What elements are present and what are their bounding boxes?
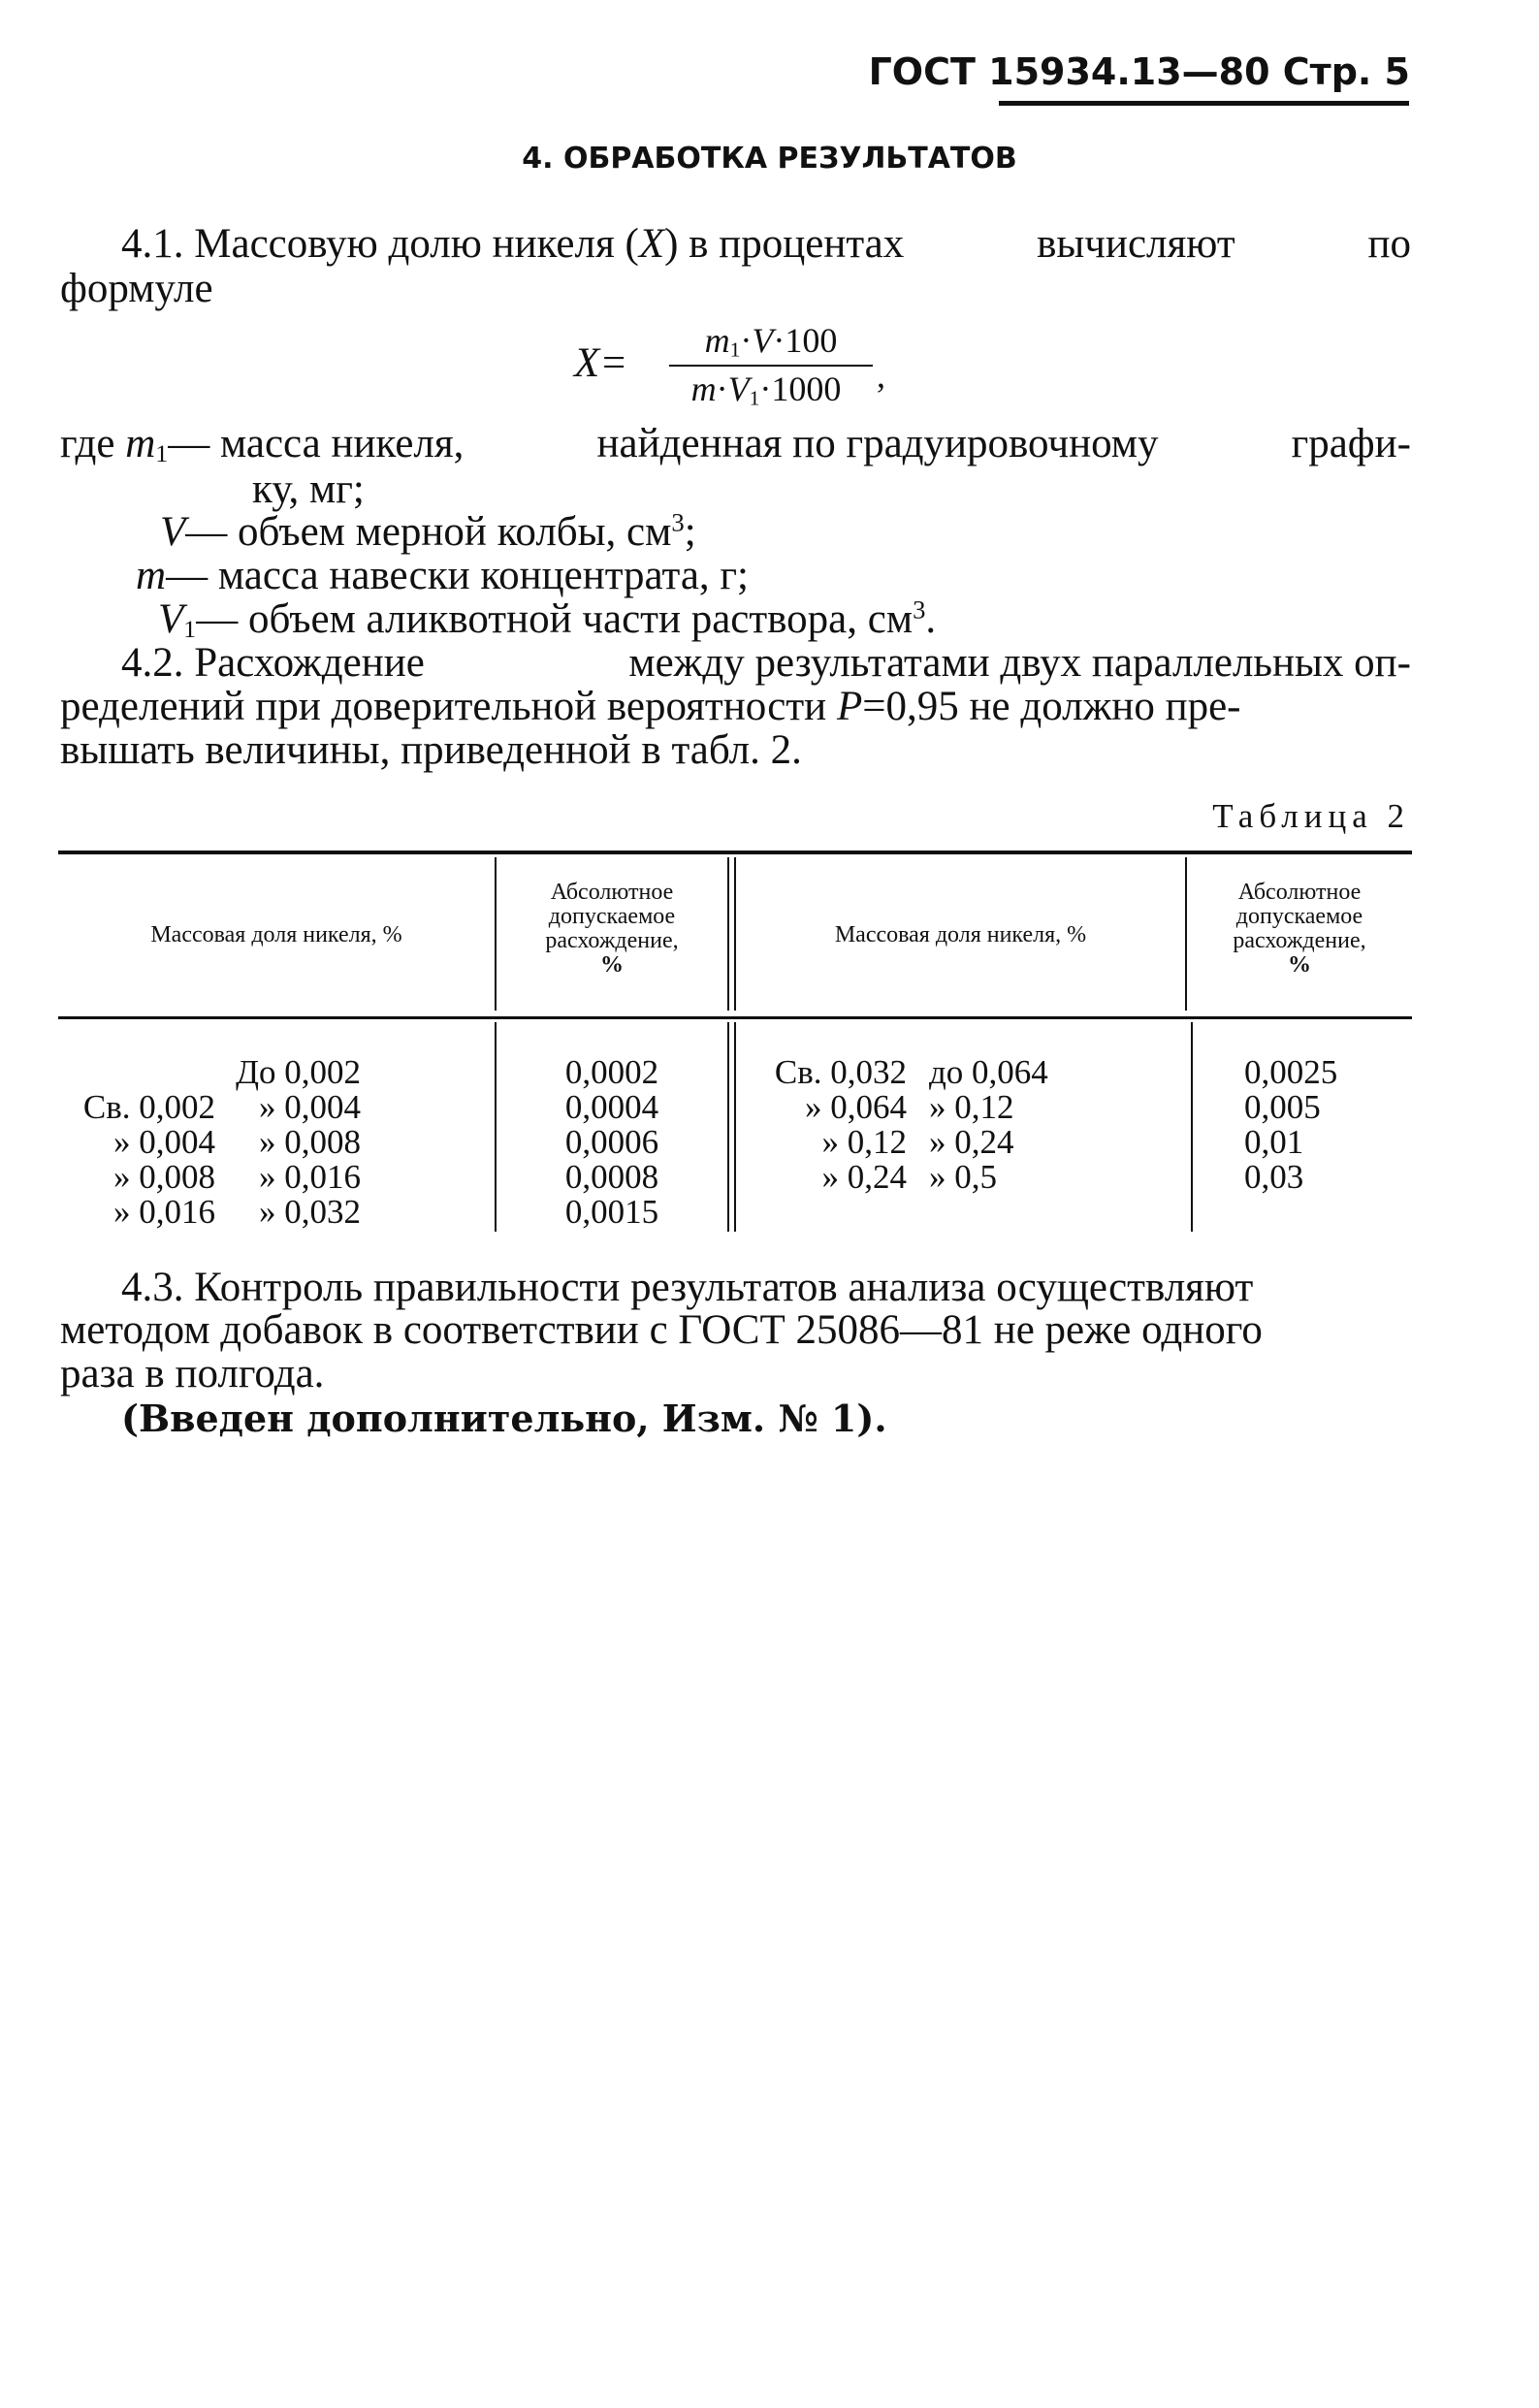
- where-v1-end: .: [925, 596, 937, 642]
- left-value-row5: 0,0015: [564, 1193, 659, 1231]
- num-dot: ·: [740, 321, 753, 360]
- p41-var-x: X: [638, 221, 665, 267]
- den-dot: ·: [716, 369, 728, 408]
- th-abs-right-1: Абсолютное: [1237, 880, 1362, 905]
- formula-denominator: [661, 369, 871, 410]
- th-abs-left: [497, 881, 727, 978]
- where-v1-text: — объем аликвотной части раствора, см: [196, 596, 914, 642]
- right-col1: [737, 1055, 907, 1195]
- p41-text-a: 4.1. Массовую долю никеля (: [121, 221, 639, 267]
- left-col2: [175, 1055, 361, 1230]
- right-col2-row2: » 0,12: [929, 1088, 1014, 1126]
- table-title: Таблица 2: [1212, 797, 1410, 835]
- th-abs-right-3: расхождение,: [1233, 928, 1366, 953]
- left-col1-row5: » 0,016: [113, 1193, 215, 1231]
- where-m1-text-b: найденная по градуировочному: [596, 421, 1159, 466]
- fraction-bar: [669, 365, 873, 367]
- left-values: [497, 1055, 727, 1230]
- left-col2-row1: До 0,002: [236, 1053, 361, 1091]
- p42-line3: вышать величины, приведенной в табл. 2.: [60, 727, 802, 773]
- num-m: m: [704, 321, 730, 360]
- formula-lhs: X=: [574, 340, 628, 386]
- p43-amendment-note: (Введен дополнительно, Изм. № 1).: [121, 1397, 887, 1440]
- th-abs-right-2: допускаемое: [1235, 904, 1363, 929]
- right-col1-row1: Св. 0,032: [774, 1053, 907, 1091]
- right-col1-row4: » 0,24: [821, 1158, 907, 1196]
- right-value-row4: 0,03: [1244, 1158, 1304, 1196]
- p41-text-b: ) в процентах: [664, 221, 905, 267]
- den-v-sub: 1: [749, 386, 760, 410]
- den-v: V: [727, 369, 750, 408]
- left-value-row1: 0,0002: [564, 1053, 659, 1091]
- where-m1-text: — масса никеля,: [168, 421, 465, 466]
- where-m1-var: m: [125, 421, 156, 466]
- where-m1-cont: ку, мг;: [252, 466, 365, 512]
- p42-text-b: между результатами двух параллельных оп-: [628, 640, 1411, 686]
- right-col1-row2: » 0,064: [805, 1088, 907, 1126]
- left-col2-row2: » 0,004: [259, 1088, 361, 1126]
- p41-line2: формуле: [60, 266, 213, 311]
- where-lead: где: [60, 421, 115, 466]
- right-value-row2: 0,005: [1244, 1088, 1321, 1126]
- num-m-sub: 1: [729, 337, 741, 362]
- p42-line2: [60, 686, 1241, 728]
- left-value-row4: 0,0008: [564, 1158, 659, 1196]
- where-v-line: [160, 507, 696, 555]
- where-m1-sub: 1: [155, 439, 169, 468]
- den-m: m: [690, 369, 717, 408]
- where-v1-var: V: [158, 596, 184, 642]
- left-col1-row2: Св. 0,002: [82, 1088, 215, 1126]
- th-abs-left-4: %: [600, 952, 624, 978]
- num-v: V: [752, 321, 774, 360]
- left-col2-row3: » 0,008: [259, 1123, 361, 1161]
- p43-line1-text: 4.3. Контроль правильности результатов анализа осуществляют: [121, 1265, 1254, 1310]
- p42-line2-b: =0,95 не должно пре-: [862, 684, 1241, 729]
- where-v-sup: 3: [671, 507, 685, 537]
- where-m-var: m: [136, 553, 167, 598]
- th-abs-right-4: %: [1288, 952, 1311, 978]
- th-abs-left-2: допускаемое: [548, 904, 676, 929]
- where-m-line: [136, 555, 749, 597]
- where-m1-text-c: графи-: [1291, 421, 1411, 466]
- header-rule: [999, 101, 1409, 106]
- p42-line2-a: ределений при доверительной вероятности: [60, 684, 837, 729]
- p43-line3: раза в полгода.: [60, 1351, 325, 1397]
- p42-line1: [121, 642, 1411, 685]
- left-col2-row4: » 0,016: [259, 1158, 361, 1196]
- table-top-rule: [58, 851, 1412, 854]
- table-vline-2b: [727, 1022, 729, 1232]
- p41-text: [121, 223, 904, 266]
- where-v-text: — объем мерной колбы, см: [185, 509, 672, 555]
- table-header-rule: [58, 1016, 1412, 1019]
- p42-var-p: P: [836, 684, 863, 729]
- section-title: 4. ОБРАБОТКА РЕЗУЛЬТАТОВ: [522, 142, 1017, 176]
- th-abs-left-3: расхождение,: [545, 928, 679, 953]
- right-col1-row3: » 0,12: [821, 1123, 907, 1161]
- where-v-end: ;: [684, 509, 696, 555]
- formula-numerator: [679, 320, 863, 362]
- right-col2-row3: » 0,24: [929, 1123, 1014, 1161]
- p41-line1: [121, 223, 1411, 266]
- th-mass-fraction-left: Массовая доля никеля, %: [150, 922, 402, 947]
- table-vline-3b: [1191, 1022, 1193, 1232]
- right-col2: [929, 1055, 1123, 1195]
- p43-line1: [121, 1267, 1411, 1309]
- left-col1-row3: » 0,004: [113, 1123, 215, 1161]
- right-value-row1: 0,0025: [1244, 1053, 1338, 1091]
- p41-word-by: по: [1367, 221, 1411, 267]
- p43-line2: методом добавок в соответствии с ГОСТ 25086—81 не реже одного: [60, 1307, 1263, 1353]
- left-col2-row5: » 0,032: [259, 1193, 361, 1231]
- right-col2-row4: » 0,5: [929, 1158, 997, 1196]
- right-value-row3: 0,01: [1244, 1123, 1304, 1161]
- where-v-var: V: [160, 509, 186, 555]
- left-value-row3: 0,0006: [564, 1123, 659, 1161]
- where-m-text: — масса навески концентрата, г;: [166, 553, 749, 598]
- formula-comma: ,: [877, 356, 885, 395]
- table-vline-2a: [727, 857, 729, 1011]
- th-abs-left-1: Абсолютное: [550, 880, 674, 905]
- left-col1-row4: » 0,008: [113, 1158, 215, 1196]
- right-values: [1244, 1055, 1399, 1195]
- num-rest: ·100: [773, 321, 838, 360]
- th-mass-fraction-right: Массовая доля никеля, %: [834, 922, 1087, 947]
- p42-text-a: 4.2. Расхождение: [121, 640, 425, 686]
- where-v1-sub: 1: [183, 615, 197, 644]
- table-vline-2b2: [734, 1022, 736, 1232]
- left-value-row2: 0,0004: [564, 1088, 659, 1126]
- right-col2-row1: до 0,064: [929, 1053, 1048, 1091]
- p41-word-calc: вычисляют: [1037, 221, 1235, 267]
- page-header: ГОСТ 15934.13—80 Стр. 5: [868, 50, 1410, 93]
- th-abs-right: [1187, 881, 1412, 978]
- where-v1-sup: 3: [913, 594, 926, 625]
- den-rest: ·1000: [759, 369, 842, 408]
